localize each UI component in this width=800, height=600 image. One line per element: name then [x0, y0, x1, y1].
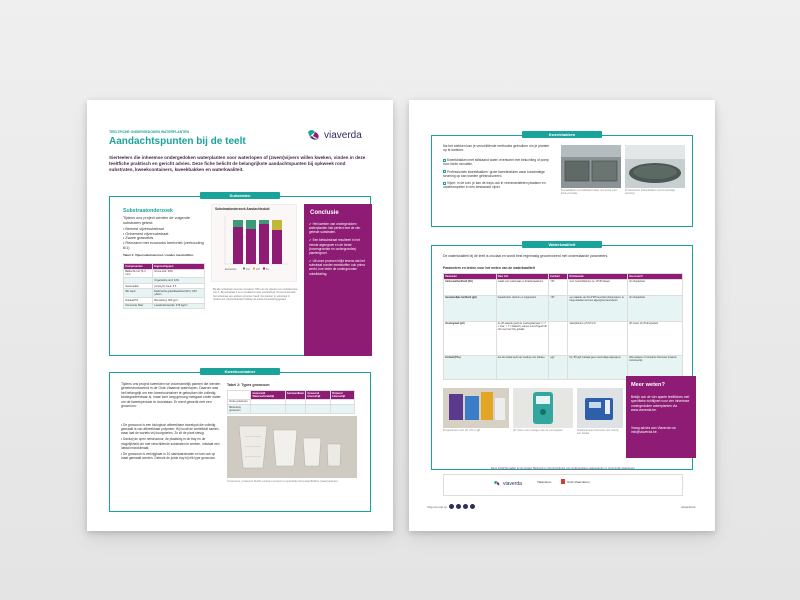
list-item: • Dankzij de open netstructuur, de plaatsing in de tray en de mogelijkheid om met verschillende substraten te werken, ontstaat een ideaal microklimaat.: [121, 437, 220, 450]
table-header: Geworteld Waterverbindelijk: [251, 391, 285, 400]
social-icons: [449, 504, 475, 509]
page-left: [87, 100, 393, 531]
partner-oost-vlaanderen-logo: [561, 479, 590, 484]
list-item: Kweekbakken met stilstaand water, eventueel met beluchting of pomp voor lichte circulatie.: [443, 158, 549, 167]
legend-label: 2-5: [256, 268, 260, 271]
footer-note: Deze infofiche kadert in het project 'Behoud en (her)introductie van ondergedoken waterplanten in stromende waterlopen': [490, 467, 636, 470]
list-item: ✔ Het kweken van ondergedoken waterplanten lukt perfect met de vier geteste substraten.: [309, 222, 361, 235]
list-item: • Zware grasvelds: [123, 236, 154, 241]
page-title: Aandachtspunten bij de teelt: [109, 136, 246, 147]
ph-meter-photo: [513, 388, 573, 428]
substraten-pill: Substraten: [200, 192, 280, 199]
table1: [123, 263, 205, 309]
table-row: Bioomtray growcoon: [228, 405, 355, 414]
water-table: [443, 273, 683, 380]
list-item: • De growcoon is verkrijgbaar in 10 standaardmaten en kan ook op maat gemaakt worden. Gebruik de juiste tray bij elk type growcoon.: [121, 451, 216, 461]
kweekbakken-pill: Kweekbakken: [522, 131, 602, 138]
table-row: Organische stof: 10%: [124, 278, 205, 284]
bar-3: [259, 220, 269, 264]
partner-vlaanderen: Vlaanderen: [537, 480, 552, 484]
substraat-lead: Tijdens ons project werden de volgende substraten getest:: [123, 216, 190, 225]
table-header: Richtwaarde: [568, 274, 628, 280]
table-header: Gewoond bloeischijf: [306, 391, 331, 400]
growcoon-illustration: [227, 416, 357, 478]
table3-title: Parameters en testen voor het meten van de waterkwaliteit: [443, 266, 535, 270]
kweekbak-illustration-2: [625, 145, 685, 188]
ph-meter-caption: pH-meter voor metingen aan de zuurtegraad: [513, 429, 563, 432]
list-item: Professionele kweekbakken: grote kweekbakken waar kunstmatige stroming op kan worden geïntroduceerd.: [443, 169, 545, 178]
list-item: • Onbemest vijversubstraat: [123, 231, 169, 236]
kweekcontainer-pill: Kweekcontainer: [200, 368, 280, 375]
table1-title: Tabel 1: Vijversubstraat met / zonder meststoffen.: [123, 253, 194, 257]
list-item: Vijver: in de tuin: je kan de trays ook in veenmanisteten plaatsen en ondertompelen in een bestaande vijver.: [443, 181, 546, 190]
table-row: Fosfaat (PO₄) het als nitraat werkt op voeding voor planten µg/l bij <50 µg/l ontstaat geen overmatige algengroei labo-analyse of compacte fotometer (malena instruments): [444, 355, 683, 379]
conclusie-list: [309, 222, 369, 276]
footer-viaverda-logo: [493, 480, 522, 487]
growcoon-photo: [227, 416, 357, 478]
ph-meter-illustration: [513, 388, 573, 428]
bar-1: [233, 220, 243, 264]
chart-title: Substraatonderzoek Aandachtsduid: [215, 207, 270, 211]
table-row: Grote growcoon: [228, 399, 355, 405]
table2: [227, 390, 355, 414]
waterkwaliteit-pill: Waterkwaliteit: [522, 241, 602, 248]
kweekbak-caption-2: Professionele kweekbakken met kunstmatige stroming: [625, 189, 676, 195]
table-header: Hoe testen?: [628, 274, 683, 280]
waterkwaliteit-lead: De waterkwaliteit bij de teelt is cruciaal en wordt best regelmatig gecontroleerd met onderstaande parameters.: [443, 254, 609, 258]
table-row: Gewoneklei pH (H₂O) zone: 5.5: [124, 283, 205, 289]
footer-url[interactable]: viaverda.be: [681, 505, 696, 509]
druppeltest-caption: Druppeltesten voor pH, KH en gH: [443, 429, 481, 432]
list-item: ✔ Een kleisubstraat resulteert in het minste algengroei en de beste (bovengrondse en ondergrondse) plantengroei.: [309, 238, 360, 255]
instagram-icon[interactable]: [463, 504, 468, 509]
legend-label: 5+: [266, 268, 269, 271]
kweekbakken-list: [443, 158, 555, 190]
kweekcontainer-body: Tijdens ons project kweekten we voormamelijk planten die werden geheinstroduceerd in de Oost-Vlaamse waterlopen. Daarom was het belangrijk om een kweekcontainer te gebruiken die volledig biodegradeerbaar is, maar toch lang genoeg meegaat onder water om de kweekperiode te doorstaan. Er werd gewerkt met een growcoon:: [121, 382, 221, 409]
kweekbak-illustration-1: [561, 145, 621, 188]
legend-label: 0-2: [246, 268, 250, 271]
table-row: Carbonaathardheid (KH) maakt voor carbonaat en bicarbonaationen °dH voor zuurstofplanten ca. 10°dH ideaal tim druppeltest: [444, 279, 683, 295]
substraat-heading: Substraatonderzoek: [123, 208, 173, 214]
table-row: Baltische turf (0-4 mm) Grove stof: 30%: [124, 269, 205, 278]
partner-label: Oost-Vlaanderen: [567, 479, 590, 484]
list-item: • Reinzand met ecoworks bentoniet (verhouding 6/1): [123, 241, 204, 250]
fotometer-caption: Multiparameter fotometer voor meting van fosfaat: [577, 429, 619, 435]
table-header: Eenheid: [549, 274, 568, 280]
logo-text: viaverda: [324, 129, 362, 141]
list-item: • De growcoon is een biologisch afbreekbare kweekpot die volledig gemaakt is van afbreekbaar polymeer. Hij houdt de wortelkluit samen, maar laat de wortels vrij doorgroeien. Zo zit de plant stevig.: [121, 423, 220, 436]
table-header: [228, 391, 251, 400]
footer-logos: [443, 474, 683, 496]
table-header: Drijvend bloeischijf: [331, 391, 355, 400]
table-header: Meer info: [496, 274, 549, 280]
kweekbak-photo-1: [561, 145, 621, 188]
list-item: • Bemest vijversubstraat: [123, 227, 164, 231]
bar-4: [272, 220, 282, 264]
chart-caption: Bij alle substraten leveren minstens 70% van de planten een worteleruste van 5. Bij substraat 4 is er opvallend meer worteluitval. Dit komt doordat het substraat een andere structuur heeft. De planten in substraat 3 (onbemest vijversubstraat) hebben de beste bewortelingsgraad.: [213, 288, 298, 302]
legend-label: Ecoworks: [225, 268, 237, 271]
table-header: Eigenschappen: [153, 264, 205, 270]
conclusie-title: Conclusie: [310, 210, 339, 216]
table-header: Parameter: [444, 274, 497, 280]
facebook-icon[interactable]: [449, 504, 454, 509]
meer-weten-contact[interactable]: Vraag advies aan Viaverda via info@viaverda.be.: [631, 426, 676, 435]
intro-text: Sierteelers die inheemse ondergedoken waterplanten voor waterlopen of (zwem)vijvers willen kweken, vinden in deze teeltfiche praktisch en gericht advies. Deze fiche belicht de belangrijkste aandachtspunten bij opkweek rond substraten, kweekcontainers, kweekbakken en waterkwaliteit.: [109, 155, 366, 172]
kweekbak-caption-1: Kweekbakken met stilstaand water met pomp voor lichte circulatie: [561, 189, 617, 195]
table-row: Zuurtegraad (pH) de pH-waarde geeft de zuurtegraad aan: (< 7 = zuur, > 7 = basisch), samen met kH geeft dit info over het CO₂ gehalte - waterplanten: pH 6,5 à 8 pH-meter of pH-druppeltest: [444, 321, 683, 355]
kweekbak-photo-2: [625, 145, 685, 188]
stacked-bar-chart: [215, 214, 293, 274]
youtube-icon[interactable]: [470, 504, 475, 509]
table-row: Wit zand Elektrische geleidbaarheid (EC): 180 µS/cm: [124, 289, 205, 298]
growcoon-caption: Growcoons, producent KHAN, konkreet product en specifieke Kleimadel-Biofiber (water)aplanten: [227, 480, 339, 483]
table-header: Componenten: [124, 264, 153, 270]
table-row: Gezamenlijke hardheid (gH) bepaalt door calcium en magnesium °dH een waarde van 8-12°dH bevordert plantengroei; te hoge waarden kunnen algengroei bevorderen tim druppeltest: [444, 295, 683, 321]
flag-icon: [561, 479, 565, 484]
bar-2: [246, 220, 256, 264]
logo-icon: [306, 128, 322, 142]
linkedin-icon[interactable]: [456, 504, 461, 509]
logo-text: viaverda: [503, 480, 522, 487]
kweekcontainer-list: [121, 423, 221, 460]
page-kicker: TEELTFICHE ONDERGEDOKEN WATERPLANTEN: [109, 130, 189, 134]
viaverda-logo: [306, 128, 362, 142]
table2-title: Tabel 2: Types growcoon: [227, 383, 270, 387]
fotometer-illustration: [577, 388, 623, 428]
kweekbakken-lead: Na het stekken kan je verschillende methodes gebruiken om je planten op te kweken:: [443, 144, 550, 153]
meer-weten-title: Meer weten?: [631, 382, 665, 388]
table-row: Dolokal PG Bemesting: 300 g/m³: [124, 297, 205, 303]
fotometer-photo: [577, 388, 623, 428]
logo-icon: [493, 480, 501, 487]
list-item: ✔ Uit onze proeven blijkt tevens dat het substraat zonder meststoffen ook prima werkt, hoe beter de ondergrondse ontwikkeling.: [309, 259, 365, 276]
meer-weten-body: Bekijk ook de vier aparte teeltfiches met specifieke richtlijnen voor vier inheemse ondergedoken waterplanten via www.viaverda.be.: [631, 395, 690, 412]
table-row: Osmocote Start Lewatit Ecoworks: 475 kg/m³: [124, 303, 205, 309]
social-label: Volg ons ook op: [427, 505, 447, 509]
druppeltest-photo: [443, 388, 509, 428]
druppeltest-illustration: [443, 388, 509, 428]
table-header: Aanvaardbaar: [285, 391, 306, 400]
page-right: [409, 100, 715, 531]
substraat-list: [123, 227, 205, 251]
